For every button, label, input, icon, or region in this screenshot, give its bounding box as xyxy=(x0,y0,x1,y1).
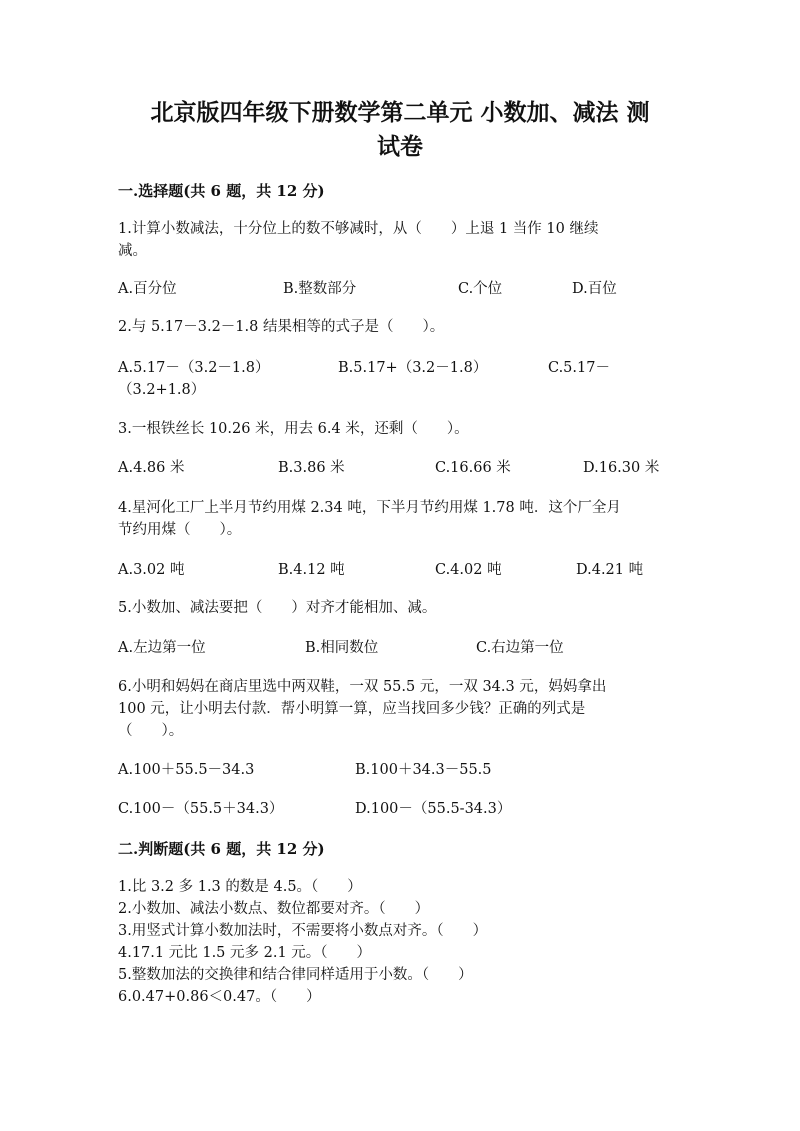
question-1 xyxy=(118,218,678,262)
judgment-item-4: 4.17.1 元比 1.5 元多 2.1 元。（ ） xyxy=(118,945,372,961)
option-d: D.16.30 米 xyxy=(583,460,660,476)
option-c: C.100－（55.5＋34.3） xyxy=(118,801,284,817)
option-b: B.4.12 吨 xyxy=(278,562,345,578)
option-c: C.右边第一位 xyxy=(476,640,564,656)
option-a: A.3.02 吨 xyxy=(118,562,185,578)
option-b: B.相同数位 xyxy=(305,640,379,656)
title-line-1: 北京版四年级下册数学第二单元 小数加、减法 测 xyxy=(150,99,650,126)
judgment-item-5: 5.整数加法的交换律和结合律同样适用于小数。（ ） xyxy=(118,967,473,983)
question-text: 1.计算小数减法，十分位上的数不够减时，从（ ）上退 1 当作 10 继续 xyxy=(118,221,599,237)
option-b: B.100＋34.3－55.5 xyxy=(355,762,492,778)
option-b: B.3.86 米 xyxy=(278,460,345,476)
judgment-item-6: 6.0.47+0.86＜0.47。（ ） xyxy=(118,989,321,1005)
question-5 xyxy=(118,597,678,619)
option-b: B.5.17+（3.2－1.8） xyxy=(338,360,488,376)
option-a: A.5.17－（3.2－1.8） xyxy=(118,360,270,376)
question-text: 6.小明和妈妈在商店里选中两双鞋，一双 55.5 元，一双 34.3 元，妈妈拿出 xyxy=(118,679,607,695)
question-text: 4.星河化工厂上半月节约用煤 2.34 吨，下半月节约用煤 1.78 吨．这个厂全月 xyxy=(118,500,621,516)
page-title xyxy=(120,96,680,164)
option-d: D.百位 xyxy=(572,281,617,297)
option-a: A.100＋55.5－34.3 xyxy=(118,762,255,778)
question-text: 3.一根铁丝长 10.26 米，用去 6.4 米，还剩（ ）。 xyxy=(118,421,469,437)
option-a: A.4.86 米 xyxy=(118,460,185,476)
option-a: A.左边第一位 xyxy=(118,640,206,656)
question-3 xyxy=(118,418,678,440)
question-4 xyxy=(118,497,678,541)
question-text: 减。 xyxy=(118,243,147,259)
judgment-item-3: 3.用竖式计算小数加法时，不需要将小数点对齐。（ ） xyxy=(118,923,488,939)
section-heading-choice: 一.选择题(共 6 题，共 12 分) xyxy=(118,182,325,200)
question-text: 100 元，让小明去付款．帮小明算一算，应当找回多少钱？正确的列式是 xyxy=(118,701,586,717)
section-heading-true-false: 二.判断题(共 6 题，共 12 分) xyxy=(118,840,325,858)
judgment-item-1: 1.比 3.2 多 1.3 的数是 4.5。（ ） xyxy=(118,879,362,895)
option-b: B.整数部分 xyxy=(283,281,357,297)
option-c: C.16.66 米 xyxy=(435,460,511,476)
option-d: D.4.21 吨 xyxy=(576,562,644,578)
question-text: （ ）。 xyxy=(118,723,184,739)
option-c: C.个位 xyxy=(458,281,503,297)
question-text: 2.与 5.17－3.2－1.8 结果相等的式子是（ ）。 xyxy=(118,319,445,335)
question-text: 节约用煤（ ）。 xyxy=(118,522,242,538)
option-a: A.百分位 xyxy=(118,281,177,297)
option-d: D.100－（55.5-34.3） xyxy=(355,801,512,817)
title-line-2: 试卷 xyxy=(377,133,423,160)
question-6 xyxy=(118,676,678,742)
option-c-continued: （3.2+1.8） xyxy=(118,382,206,398)
question-2 xyxy=(118,316,678,338)
option-c: C.5.17－ xyxy=(548,360,610,376)
judgment-item-2: 2.小数加、减法小数点、数位都要对齐。（ ） xyxy=(118,901,430,917)
option-c: C.4.02 吨 xyxy=(435,562,502,578)
question-text: 5.小数加、减法要把（ ）对齐才能相加、减。 xyxy=(118,600,437,616)
